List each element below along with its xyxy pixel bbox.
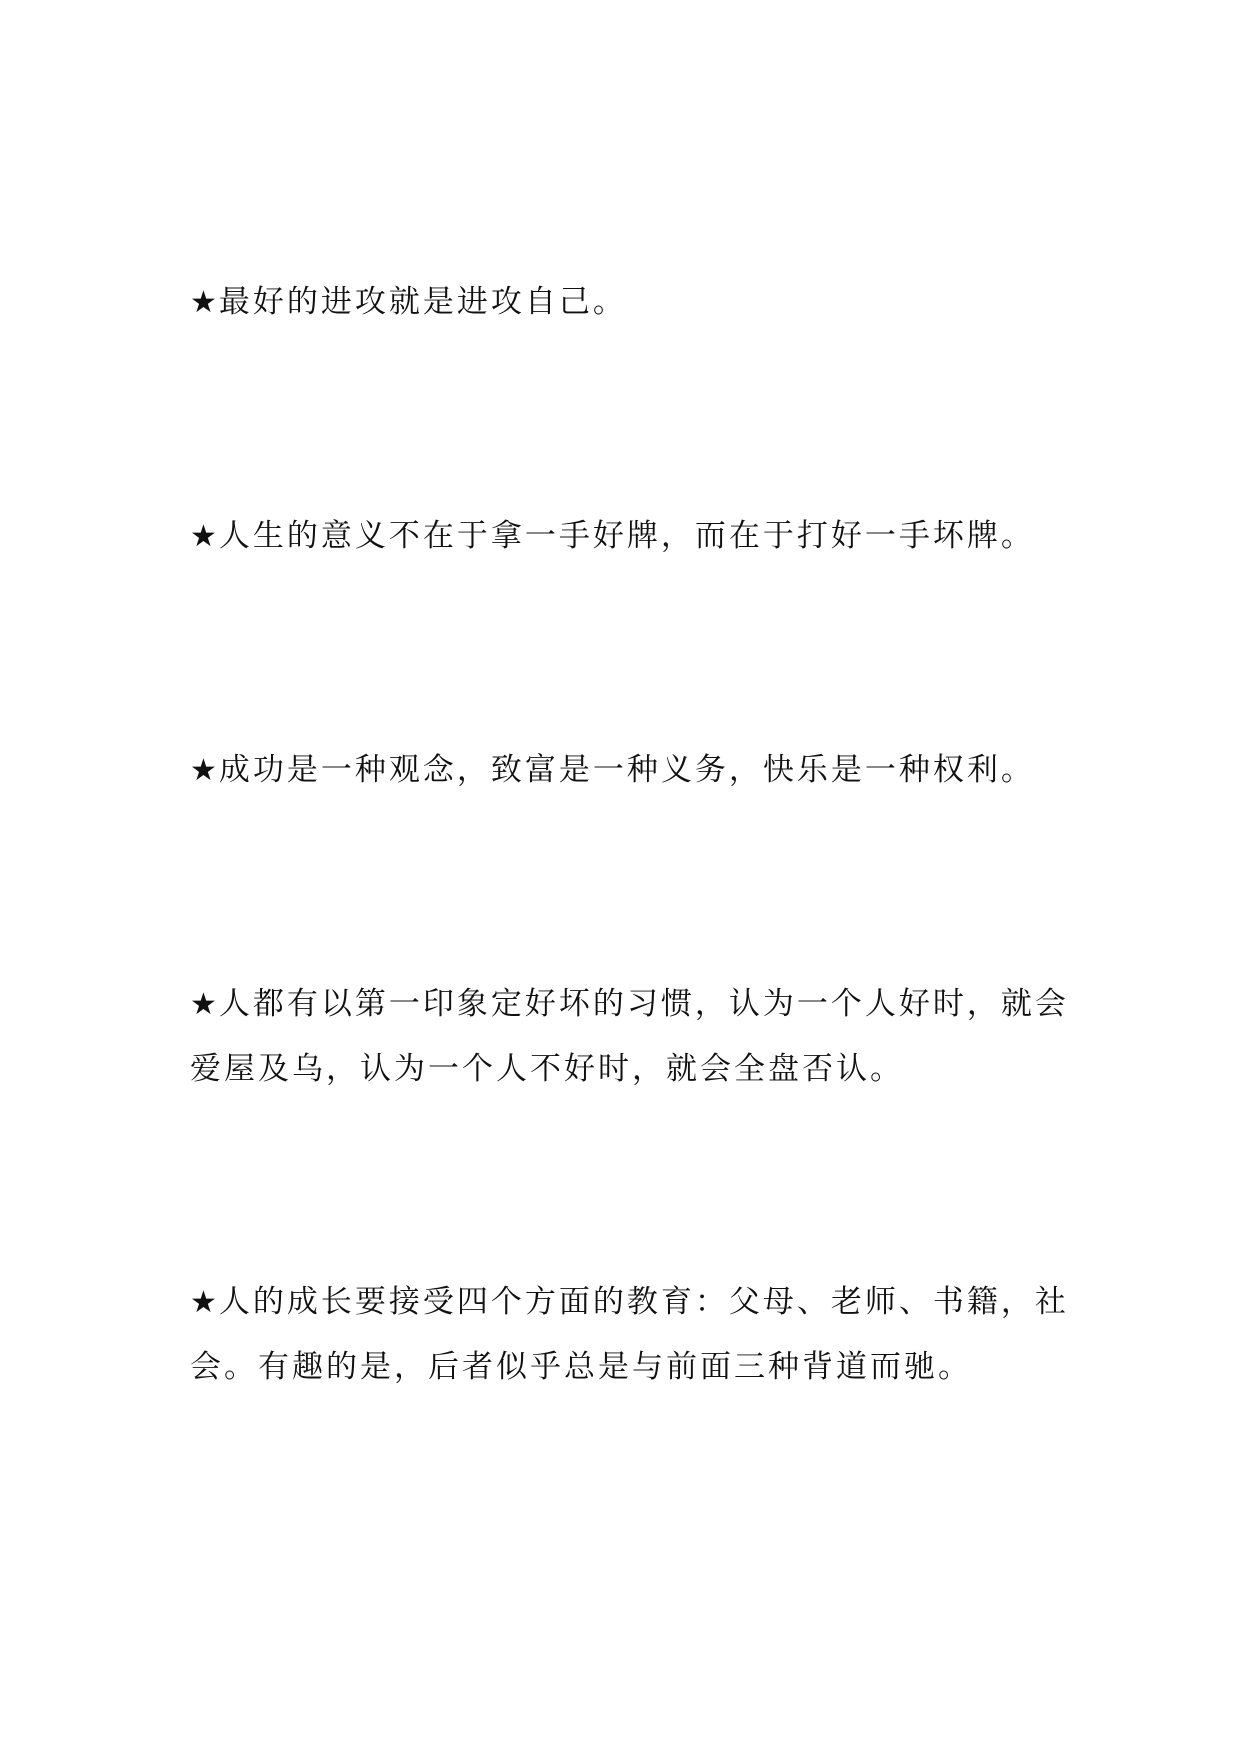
- quote-text: 人的成长要接受四个方面的教育：父母、老师、书籍，社会。有趣的是，后者似乎总是与前面三种背道而驰。: [190, 1284, 1069, 1385]
- quote-paragraph: [190, 504, 1070, 569]
- quote-paragraph: [190, 738, 1070, 803]
- quote-paragraph: [190, 270, 1070, 335]
- quote-paragraph: [190, 1270, 1070, 1399]
- star-bullet-icon: ★: [190, 519, 217, 554]
- quote-paragraph: [190, 972, 1070, 1101]
- star-bullet-icon: ★: [190, 987, 217, 1022]
- quote-text: 人都有以第一印象定好坏的习惯，认为一个人好时，就会爱屋及乌，认为一个人不好时，就会全盘否认。: [190, 986, 1069, 1087]
- star-bullet-icon: ★: [190, 285, 217, 320]
- quote-text: 人生的意义不在于拿一手好牌，而在于打好一手坏牌。: [218, 518, 1035, 554]
- star-bullet-icon: ★: [190, 753, 217, 788]
- star-bullet-icon: ★: [190, 1285, 217, 1320]
- quote-text: 最好的进攻就是进攻自己。: [218, 284, 627, 320]
- quote-text: 成功是一种观念，致富是一种义务，快乐是一种权利。: [218, 752, 1035, 788]
